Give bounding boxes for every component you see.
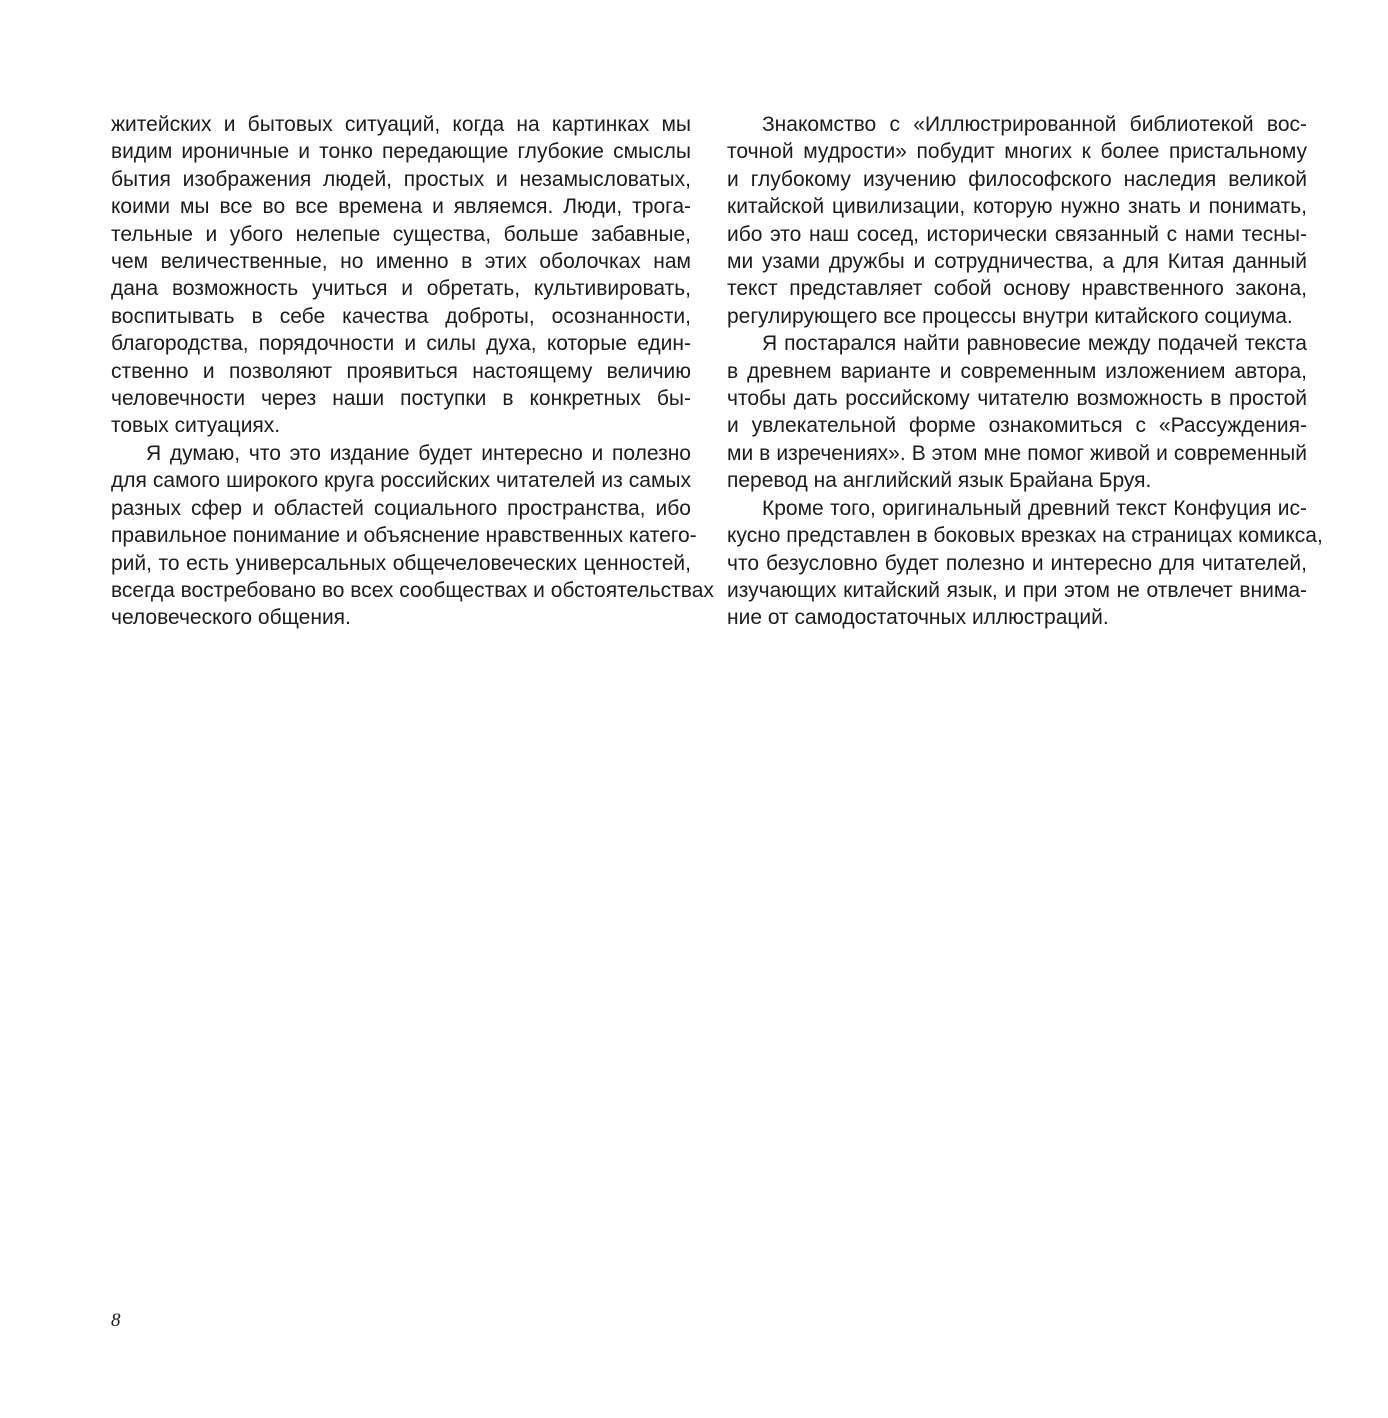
text-line: воспитывать в себе качества доброты, осознанности,	[111, 304, 691, 328]
text-line: бытия изображения людей, простых и незамысловатых,	[111, 167, 691, 191]
text-line: Я постарался найти равновесие между подачей текста	[762, 332, 1307, 356]
left-text-column	[111, 111, 714, 632]
paragraph	[727, 330, 1307, 494]
text-line: и увлекательной форме ознакомиться с «Рассуждения-	[727, 414, 1307, 438]
text-line: Кроме того, оригинальный древний текст Конфуция ис-	[762, 496, 1307, 520]
text-line: китайской цивилизации, которую нужно знать и понимать,	[727, 195, 1307, 219]
text-line: тельные и убого нелепые существа, больше забавные,	[111, 222, 691, 246]
text-line: перевод на английский язык Брайана Бруя.	[727, 469, 1152, 493]
text-line: чем величественные, но именно в этих оболочках нам	[111, 250, 691, 274]
text-line: правильное понимание и объяснение нравственных катего-	[111, 524, 697, 548]
text-line: чтобы дать российскому читателю возможность в простой	[727, 387, 1307, 411]
text-line: ственно и позволяют проявиться настоящему величию	[111, 359, 691, 383]
text-line: ние от самодостаточных иллюстраций.	[727, 606, 1109, 630]
text-line: человечности через наши поступки в конкретных бы-	[111, 387, 691, 411]
text-line: житейских и бытовых ситуаций, когда на картинках мы	[111, 113, 691, 136]
text-line: дана возможность учиться и обретать, культивировать,	[111, 277, 691, 301]
paragraph	[111, 111, 691, 440]
text-line: всегда востребовано во всех сообществах и обстоятельствах	[111, 578, 714, 602]
text-line: ми узами дружбы и сотрудничества, а для Китая данный	[727, 250, 1307, 274]
paragraph	[727, 111, 1307, 330]
text-line: разных сфер и областей социального пространства, ибо	[111, 496, 691, 520]
right-text-column	[727, 111, 1323, 632]
text-line: ибо это наш сосед, исторически связанный с нами тесны-	[727, 222, 1307, 246]
page-number: 8	[111, 1310, 121, 1331]
text-line: человеческого общения.	[111, 606, 351, 630]
text-line: Я думаю, что это издание будет интересно и полезно	[146, 441, 691, 465]
paragraph	[727, 495, 1323, 632]
text-line: и глубокому изучению философского наследия великой	[727, 167, 1307, 191]
text-line: товых ситуациях.	[111, 414, 281, 438]
text-line: регулирующего все процессы внутри китайского социума.	[727, 304, 1293, 328]
text-line: кусно представлен в боковых врезках на страницах комикса,	[727, 524, 1323, 548]
text-line: ми в изречениях». В этом мне помог живой и современный	[727, 441, 1307, 465]
text-line: рий, то есть универсальных общечеловеческих ценностей,	[111, 551, 691, 575]
text-line: точной мудрости» побудит многих к более пристальному	[727, 140, 1307, 164]
text-line: текст представляет собой основу нравственного закона,	[727, 277, 1307, 301]
paragraph	[111, 440, 714, 632]
text-line: в древнем варианте и современным изложением автора,	[727, 359, 1307, 383]
text-line: коими мы все во все времена и являемся. Люди, трога-	[111, 195, 691, 219]
text-line: изучающих китайский язык, и при этом не отвлечет внима-	[727, 578, 1307, 602]
text-line: что безусловно будет полезно и интересно для читателей,	[727, 551, 1307, 575]
text-line: для самого широкого круга российских читателей из самых	[111, 469, 691, 493]
text-line: Знакомство с «Иллюстрированной библиотекой вос-	[762, 113, 1307, 136]
text-line: видим ироничные и тонко передающие глубокие смыслы	[111, 140, 691, 164]
text-line: благородства, порядочности и силы духа, которые един-	[111, 332, 691, 356]
